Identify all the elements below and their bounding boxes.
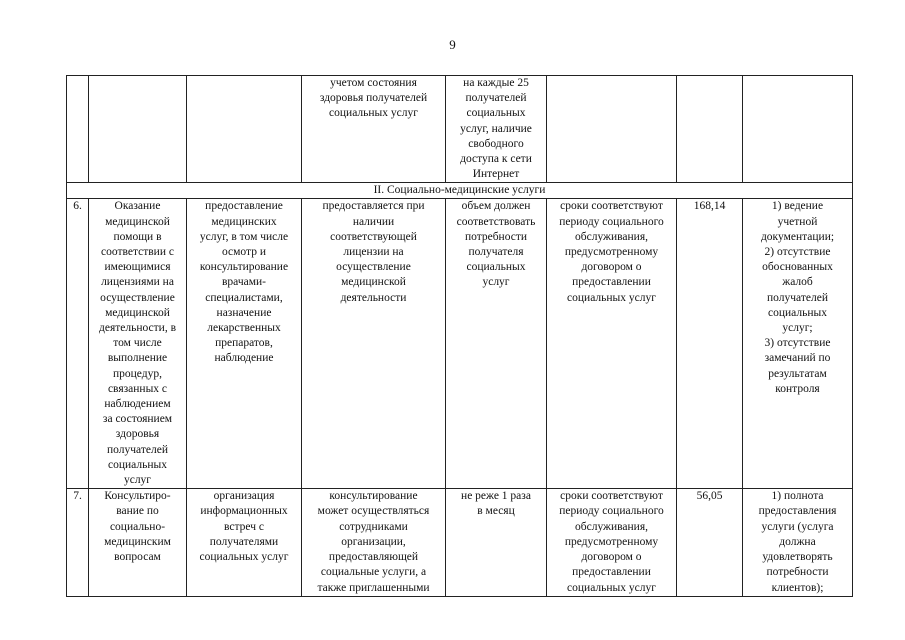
cell-quality — [743, 76, 853, 183]
service-volume: не реже 1 раза в месяц — [446, 489, 547, 596]
service-terms: сроки соответствуют периоду социального обслуживания, предусмотренному договором о предоставлении социальных услуг — [547, 199, 677, 489]
service-terms: сроки соответствуют периоду социального обслуживания, предусмотренному договором о предоставлении социальных услуг — [547, 489, 677, 596]
cell-description — [187, 76, 302, 183]
section-header: II. Социально-медицинские услуги — [67, 183, 853, 199]
service-quality: 1) полнота предоставления услуги (услуга должна удовлетворять потребности клиентов); — [743, 489, 853, 596]
service-volume: объем должен соответствовать потребности получателя социальных услуг — [446, 199, 547, 489]
row-number: 7. — [67, 489, 89, 596]
service-conditions: предоставляется при наличии соответствующей лицензии на осуществление медицинской деятельности — [302, 199, 446, 489]
service-name: Консультиро- вание по социально- медицинским вопросам — [89, 489, 187, 596]
cell-number — [67, 76, 89, 183]
service-description: предоставление медицинских услуг, в том числе осмотр и консультирование врачами- специалистами, назначение лекарственных препаратов, наблюдение — [187, 199, 302, 489]
table-row — [67, 489, 853, 596]
page-number: 9 — [449, 37, 456, 52]
cell-service — [89, 76, 187, 183]
cell-conditions: учетом состояния здоровья получателей социальных услуг — [302, 76, 446, 183]
service-quality: 1) ведение учетной документации; 2) отсутствие обоснованных жалоб получателей социальных услуг; 3) отсутствие замечаний по результатам контроля — [743, 199, 853, 489]
service-conditions: консультирование может осуществляться сотрудниками организации, предоставляющей социальные услуги, а также приглашенными — [302, 489, 446, 596]
service-description: организация информационных встреч с получателями социальных услуг — [187, 489, 302, 596]
table-row — [67, 199, 853, 489]
service-price: 56,05 — [677, 489, 743, 596]
service-price: 168,14 — [677, 199, 743, 489]
row-number: 6. — [67, 199, 89, 489]
section-header-row — [67, 183, 853, 199]
cell-volume: на каждые 25 получателей социальных услуг, наличие свободного доступа к сети Интернет — [446, 76, 547, 183]
cell-terms — [547, 76, 677, 183]
service-name: Оказание медицинской помощи в соответствии с имеющимися лицензиями на осуществление медицинской деятельности, в том числе выполнение процедур, связанных с наблюдением за состоянием здоровья получателей социальных услуг — [89, 199, 187, 489]
cell-price — [677, 76, 743, 183]
social-services-table — [66, 75, 853, 597]
continuation-row — [67, 76, 853, 183]
